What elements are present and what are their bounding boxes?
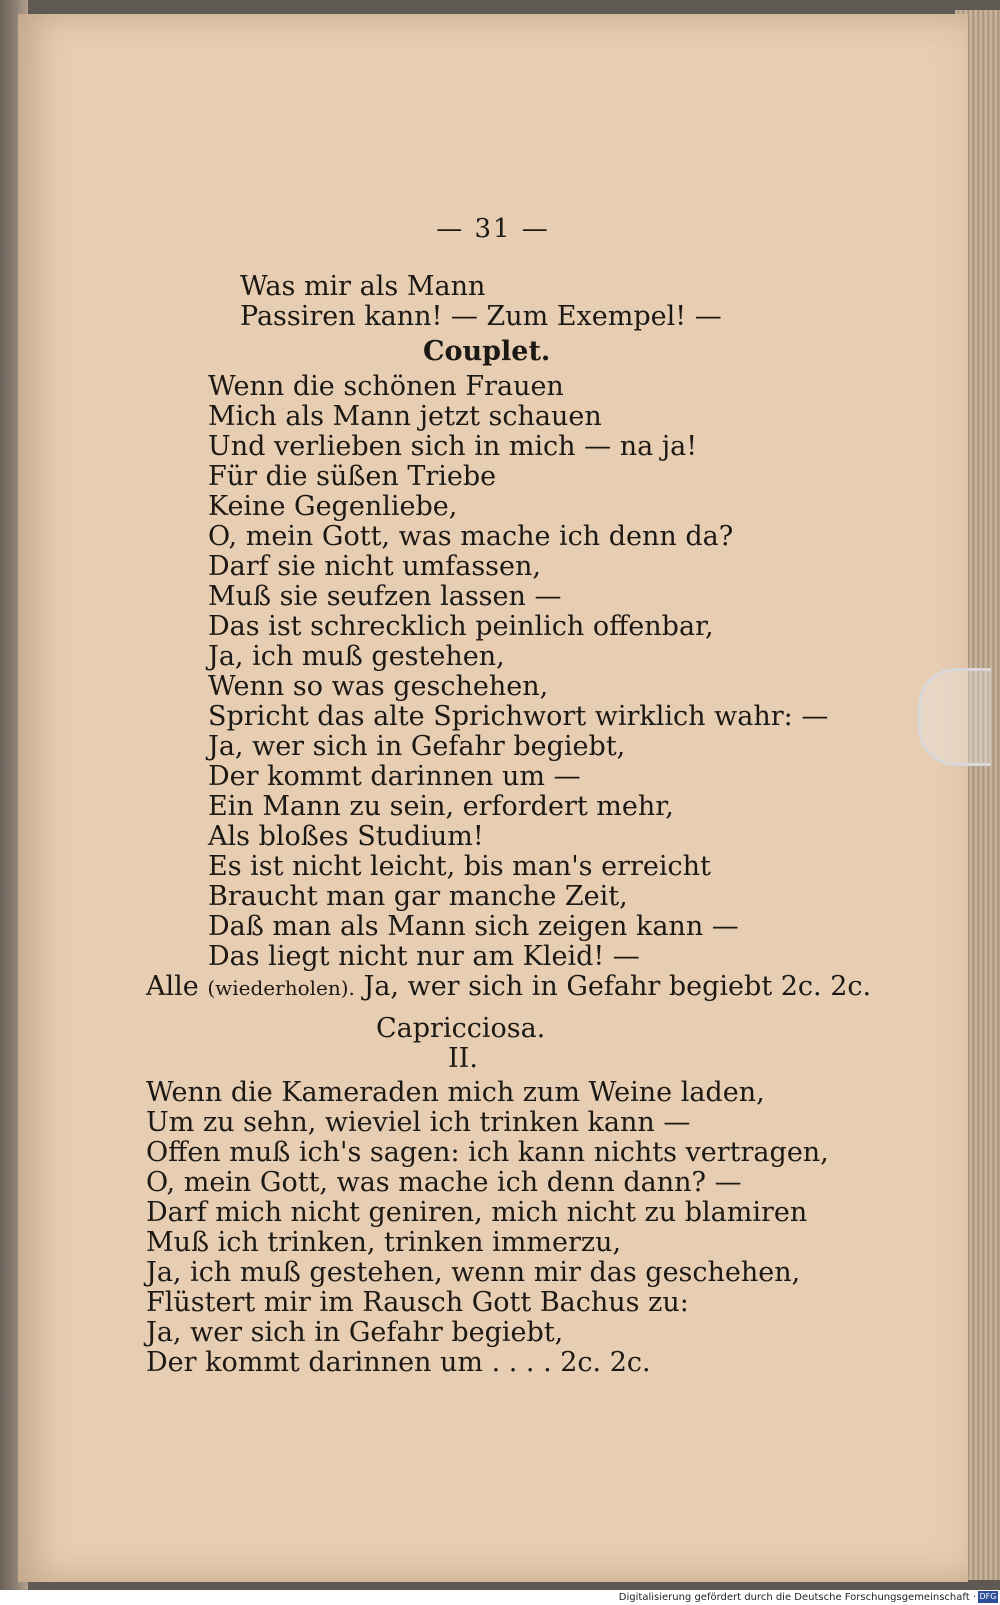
text-line: Um zu sehn, wieviel ich trinken kann —	[146, 1107, 691, 1138]
text-line: Ja, wer sich in Gefahr begiebt,	[146, 1317, 564, 1348]
text-line: Braucht man gar manche Zeit,	[208, 881, 628, 912]
chorus-line	[146, 972, 871, 1003]
section-heading-capricciosa: Capricciosa.	[376, 1013, 546, 1044]
digitization-credit: Digitalisierung gefördert durch die Deutsche Forschungsgemeinschaft ·	[618, 1592, 976, 1603]
text-line: Wenn so was geschehen,	[208, 671, 549, 702]
page-number: — 31 —	[436, 214, 550, 244]
chorus-text: Ja, wer sich in Gefahr begiebt 2c. 2c.	[363, 971, 872, 1002]
text-line: Mich als Mann jetzt schauen	[208, 401, 602, 432]
section-number: II.	[448, 1043, 478, 1074]
text-line: Wenn die schönen Frauen	[208, 371, 564, 402]
text-line: Und verlieben sich in mich — na ja!	[208, 431, 698, 462]
text-line: Ja, ich muß gestehen,	[208, 641, 505, 672]
text-line: Keine Gegenliebe,	[208, 491, 458, 522]
text-line: Das liegt nicht nur am Kleid! —	[208, 941, 640, 972]
text-line: Der kommt darinnen um —	[208, 761, 581, 792]
text-line: Das ist schrecklich peinlich offenbar,	[208, 611, 714, 642]
text-line: Es ist nicht leicht, bis man's erreicht	[208, 851, 711, 882]
stage-direction: (wiederholen).	[207, 976, 355, 1000]
book-page	[18, 14, 968, 1582]
speaker-label: Alle	[146, 971, 199, 1002]
bookmark-clip	[918, 668, 991, 766]
text-line: O, mein Gott, was mache ich denn dann? —	[146, 1167, 742, 1198]
text-line: Offen muß ich's sagen: ich kann nichts vertragen,	[146, 1137, 829, 1168]
text-line: Daß man als Mann sich zeigen kann —	[208, 911, 739, 942]
text-line: Ja, ich muß gestehen, wenn mir das geschehen,	[146, 1257, 801, 1288]
text-line: Passiren kann! — Zum Exempel! —	[240, 301, 722, 332]
text-line: Flüstert mir im Rausch Gott Bachus zu:	[146, 1287, 689, 1318]
text-line: Wenn die Kameraden mich zum Weine laden,	[146, 1077, 765, 1108]
text-line: Darf sie nicht umfassen,	[208, 551, 541, 582]
text-line: Ja, wer sich in Gefahr begiebt,	[208, 731, 626, 762]
section-heading-couplet: Couplet.	[423, 336, 551, 367]
text-line: Für die süßen Triebe	[208, 461, 497, 492]
text-line: Der kommt darinnen um . . . . 2c. 2c.	[146, 1347, 651, 1378]
text-line: Darf mich nicht geniren, mich nicht zu blamiren	[146, 1197, 808, 1228]
text-line: Spricht das alte Sprichwort wirklich wahr: —	[208, 701, 829, 732]
text-line: Muß ich trinken, trinken immerzu,	[146, 1227, 622, 1258]
text-line: Was mir als Mann	[240, 271, 486, 302]
dfg-logo: DFG	[979, 1592, 997, 1601]
text-line: O, mein Gott, was mache ich denn da?	[208, 521, 734, 552]
text-line: Als bloßes Studium!	[208, 821, 484, 852]
text-line: Ein Mann zu sein, erfordert mehr,	[208, 791, 674, 822]
text-line: Muß sie seufzen lassen —	[208, 581, 562, 612]
